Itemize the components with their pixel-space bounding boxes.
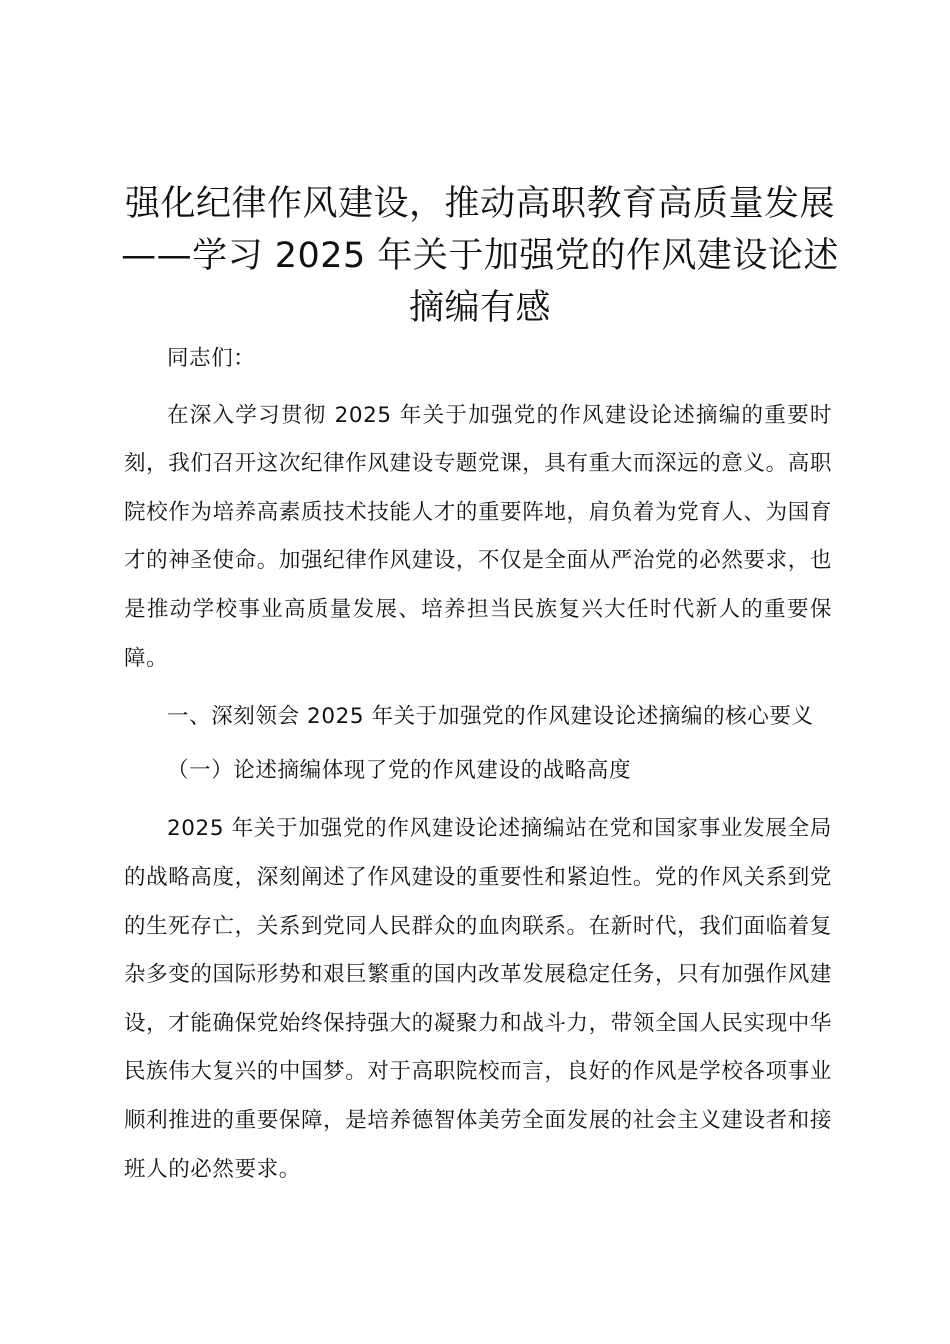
document-title xyxy=(110,178,850,334)
title-line-3: 摘编有感 xyxy=(408,288,551,328)
title-line-2: ——学习 2025 年关于加强党的作风建设论述 xyxy=(121,236,839,276)
section-heading-1: 一、深刻领会 2025 年关于加强党的作风建设论述摘编的核心要义 xyxy=(167,704,814,730)
greeting: 同志们： xyxy=(167,346,256,371)
body-paragraph-1: 2025 年关于加强党的作风建设论述摘编站在党和国家事业发展全局的战略高度，深刻阐述了作风建设的重要性和紧迫性。党的作风关系到党的生死存亡，关系到党同人民群众的血肉联系。在新时代，我们面临着复杂多变的国际形势和艰巨繁重的国内改革发展稳定任务，只有加强作风建设，才能确保党始终保持强大的凝聚力和战斗力，带领全国人民实现中华民族伟大复兴的中国梦。对于高职院校而言，良好的作风是学校各项事业顺利推进的重要保障，是培养德智体美劳全面发展的社会主义建设者和接班人的必然要求。 xyxy=(124,816,832,1182)
title-line-1: 强化纪律作风建设，推动高职教育高质量发展 xyxy=(124,184,835,224)
document-body xyxy=(124,335,832,1204)
intro-paragraph: 在深入学习贯彻 2025 年关于加强党的作风建设论述摘编的重要时刻，我们召开这次纪律作风建设专题党课，具有重大而深远的意义。高职院校作为培养高素质技术技能人才的重要阵地，肩负着为党育人、为国育才的神圣使命。加强纪律作风建设，不仅是全面从严治党的必然要求，也是推动学校事业高质量发展、培养担当民族复兴大任时代新人的重要保障。 xyxy=(124,402,832,671)
subsection-heading-1: （一）论述摘编体现了党的作风建设的战略高度 xyxy=(167,757,632,783)
